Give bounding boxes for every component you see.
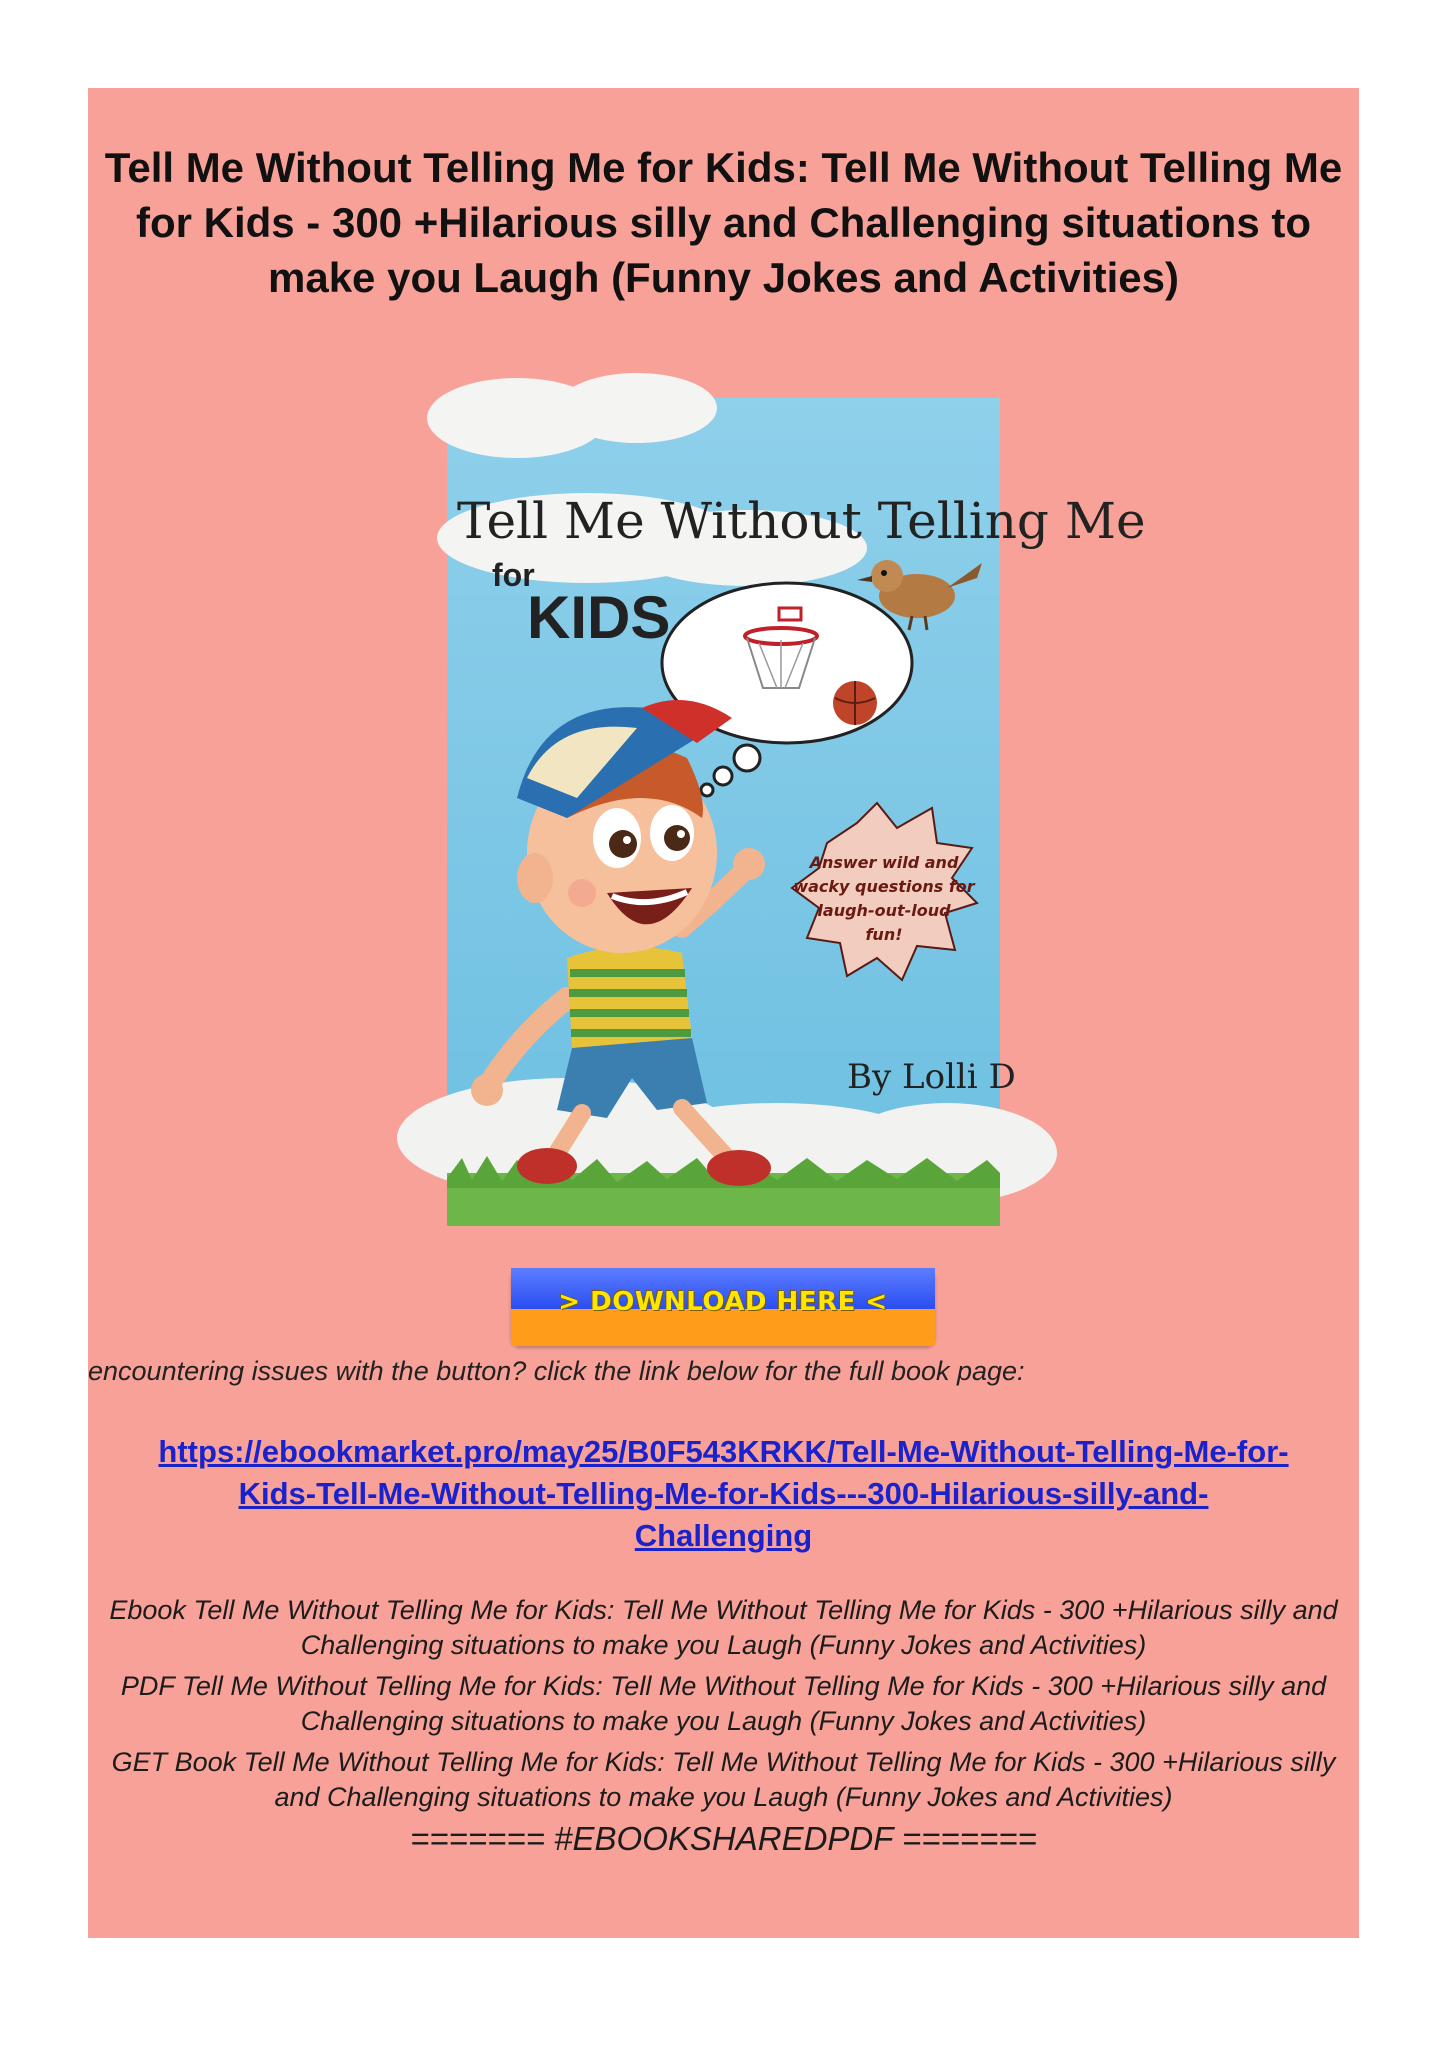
- link-line-2[interactable]: Kids-Tell-Me-Without-Telling-Me-for-Kids---300-Hilarious-silly-and-: [238, 1476, 1209, 1511]
- description-pdf: PDF Tell Me Without Telling Me for Kids: Tell Me Without Telling Me for Kids - 300 +Hilarious silly and Challenging situations to make you Laugh (Funny Jokes and Activities): [120, 1671, 1327, 1736]
- page-title: Tell Me Without Telling Me for Kids: Tell Me Without Telling Me for Kids - 300 +Hilarious silly and Challenging situations to make you Laugh (Funny Jokes and Activities): [104, 144, 1343, 301]
- description-ebook: Ebook Tell Me Without Telling Me for Kids: Tell Me Without Telling Me for Kids - 300 +Hilarious silly and Challenging situations to make you Laugh (Funny Jokes and Activities): [109, 1595, 1338, 1660]
- cover-title: Tell Me Without Telling Me: [457, 492, 1146, 550]
- cover-author: By Lolli D: [847, 1057, 1016, 1097]
- page-panel: [88, 88, 1359, 1938]
- cover-kids: KIDS: [527, 584, 671, 651]
- book-page-link[interactable]: [94, 1431, 1354, 1557]
- badge-line-3: laugh-out-loud: [817, 901, 951, 920]
- description-get-book: GET Book Tell Me Without Telling Me for Kids: Tell Me Without Telling Me for Kids - 300 +Hilarious silly and Challenging situations to make you Laugh (Funny Jokes and Activities): [111, 1747, 1336, 1812]
- link-line-3[interactable]: Challenging: [634, 1518, 813, 1553]
- badge-line-4: fun!: [865, 925, 903, 944]
- description-block: [88, 1593, 1359, 1821]
- hashtag-banner: ======= #EBOOKSHAREDPDF =======: [410, 1820, 1037, 1857]
- cover-for: for: [492, 557, 535, 593]
- issues-text: encountering issues with the button? click the link below for the full book page:: [88, 1356, 1025, 1386]
- book-cover: [447, 398, 1146, 1226]
- download-button-label: > DOWNLOAD HERE <: [558, 1287, 888, 1317]
- download-button[interactable]: [511, 1268, 935, 1346]
- badge-line-2: wacky questions for: [793, 877, 975, 896]
- link-line-1[interactable]: https://ebookmarket.pro/may25/B0F543KRKK/Tell-Me-Without-Telling-Me-for-: [158, 1434, 1289, 1469]
- badge-line-1: Answer wild and: [809, 853, 959, 872]
